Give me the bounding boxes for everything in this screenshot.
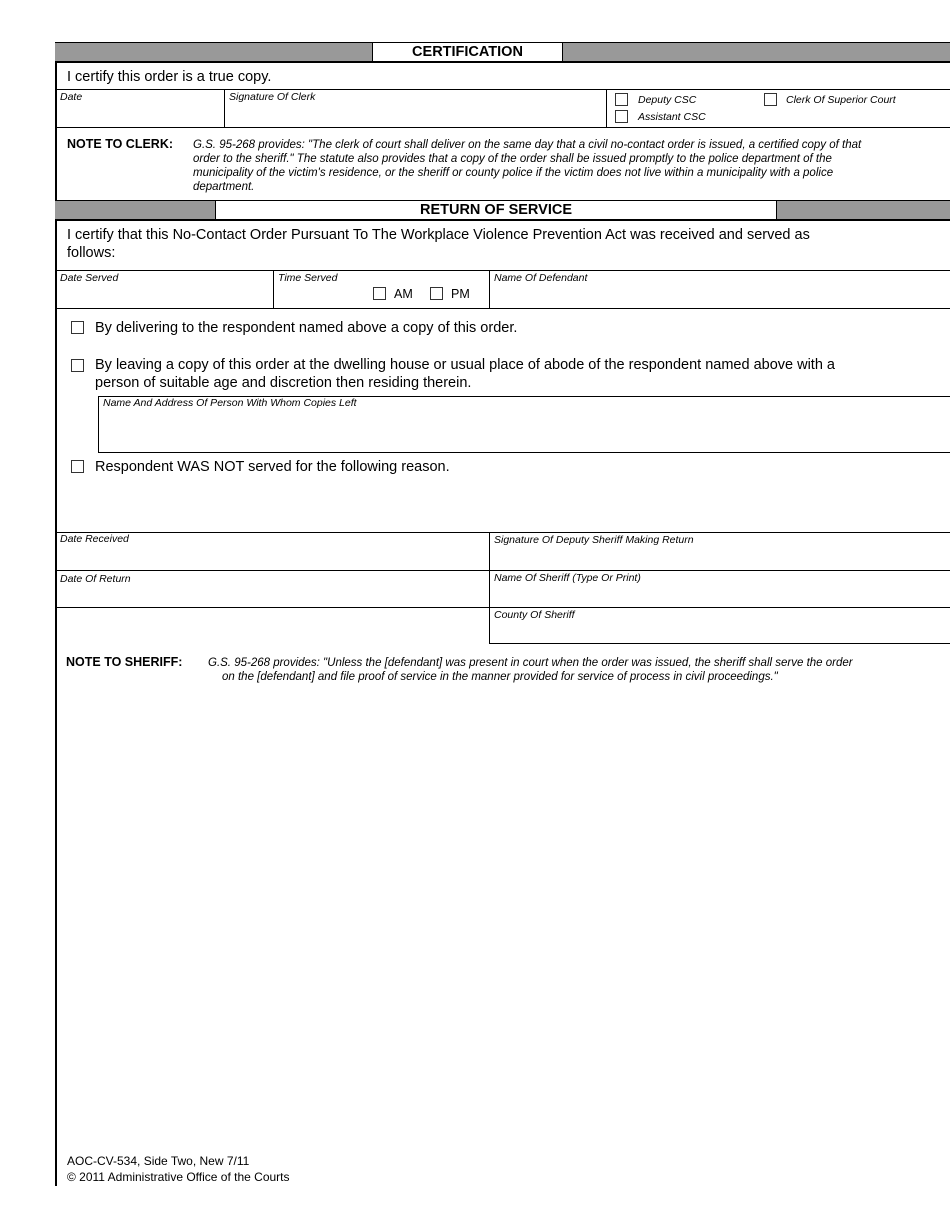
return-of-service-title: RETURN OF SERVICE bbox=[215, 201, 777, 219]
footer bbox=[67, 1153, 290, 1185]
copyright: © 2011 Administrative Office of the Courts bbox=[67, 1170, 290, 1184]
divider bbox=[55, 127, 950, 128]
clerk-superior-label: Clerk Of Superior Court bbox=[786, 94, 896, 106]
return-of-service-band bbox=[55, 200, 950, 221]
divider bbox=[489, 532, 490, 644]
certification-title: CERTIFICATION bbox=[372, 43, 563, 61]
option-left-copy-text bbox=[95, 356, 935, 392]
statement-line: I certify that this No-Contact Order Pursuant To The Workplace Violence Prevention Act was received and served as bbox=[67, 227, 810, 243]
form-id: AOC-CV-534, Side Two, New 7/11 bbox=[67, 1154, 250, 1168]
note-to-clerk-text bbox=[193, 138, 933, 194]
deputy-csc-checkbox[interactable] bbox=[615, 93, 628, 106]
certification-band bbox=[55, 42, 950, 63]
option-left-copy-checkbox[interactable] bbox=[71, 359, 84, 372]
divider bbox=[489, 270, 490, 308]
date-served-label: Date Served bbox=[60, 272, 119, 284]
note-to-clerk-heading: NOTE TO CLERK: bbox=[67, 137, 174, 151]
option-not-served-text: Respondent WAS NOT served for the following reason. bbox=[95, 459, 450, 475]
return-statement bbox=[67, 226, 937, 262]
pm-label: PM bbox=[451, 287, 470, 301]
time-served-label: Time Served bbox=[278, 272, 338, 284]
am-checkbox[interactable] bbox=[373, 287, 386, 300]
note-to-sheriff-text bbox=[208, 656, 938, 684]
divider bbox=[55, 607, 950, 608]
date-return-label: Date Of Return bbox=[60, 573, 131, 585]
copies-left-label: Name And Address Of Person With Whom Copies Left bbox=[103, 397, 357, 409]
signature-deputy-label: Signature Of Deputy Sheriff Making Return bbox=[494, 534, 694, 546]
county-label: County Of Sheriff bbox=[494, 609, 575, 621]
assistant-csc-label: Assistant CSC bbox=[638, 111, 706, 123]
option-line: person of suitable age and discretion then residing therein. bbox=[95, 375, 472, 391]
pm-checkbox[interactable] bbox=[430, 287, 443, 300]
divider bbox=[55, 532, 950, 533]
divider bbox=[55, 570, 950, 571]
date-received-label: Date Received bbox=[60, 533, 129, 545]
assistant-csc-checkbox[interactable] bbox=[615, 110, 628, 123]
clerk-superior-checkbox[interactable] bbox=[764, 93, 777, 106]
option-not-served-checkbox[interactable] bbox=[71, 460, 84, 473]
defendant-label: Name Of Defendant bbox=[494, 272, 588, 284]
note-line: G.S. 95-268 provides: "Unless the [defendant] was present in court when the order was issued, the sheriff shall serve the order bbox=[208, 657, 853, 669]
note-line: municipality of the victim's residence, or the sheriff or county police if the victim does not live within a municipality with a police bbox=[193, 167, 834, 179]
note-to-sheriff-heading: NOTE TO SHERIFF: bbox=[66, 655, 183, 669]
statement-line: follows: bbox=[67, 245, 116, 261]
signature-clerk-label: Signature Of Clerk bbox=[229, 91, 316, 103]
divider bbox=[55, 308, 950, 309]
sheriff-name-label: Name Of Sheriff (Type Or Print) bbox=[494, 572, 641, 584]
option-delivered-text: By delivering to the respondent named above a copy of this order. bbox=[95, 320, 518, 336]
note-line: department. bbox=[193, 181, 255, 193]
am-label: AM bbox=[394, 287, 413, 301]
divider bbox=[55, 270, 950, 271]
option-delivered-checkbox[interactable] bbox=[71, 321, 84, 334]
divider bbox=[273, 270, 274, 308]
divider bbox=[224, 89, 225, 127]
certification-statement: I certify this order is a true copy. bbox=[67, 69, 272, 85]
note-line: G.S. 95-268 provides: "The clerk of court shall deliver on the same day that a civil no-contact order is issued, a certified copy of that bbox=[193, 139, 862, 151]
deputy-csc-label: Deputy CSC bbox=[638, 94, 697, 106]
note-line: order to the sheriff." The statute also provides that a copy of the order shall be issued promptly to the police department of the bbox=[193, 153, 832, 165]
option-line: By leaving a copy of this order at the dwelling house or usual place of abode of the respondent named above with a bbox=[95, 357, 835, 373]
divider bbox=[489, 643, 950, 644]
date-label: Date bbox=[60, 91, 83, 103]
note-line: on the [defendant] and file proof of service in the manner provided for service of process in civil proceedings." bbox=[222, 671, 778, 683]
